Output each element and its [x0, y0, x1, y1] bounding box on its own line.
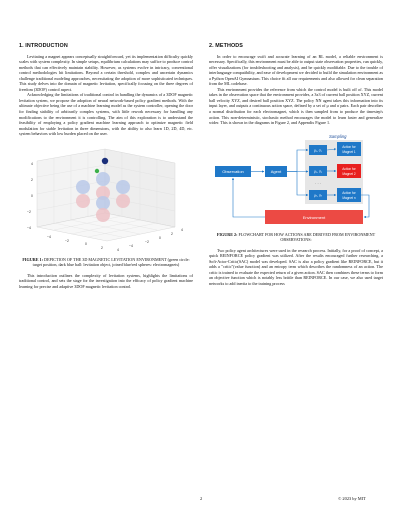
- intro-paragraph-2: Acknowledging the limitations of traditional control in handling the dynamics of a 3DOF magnetic levitation system, we propose the adoption of neural network-based policy gradient methods. With the ultimate objective being the use of a machine learning model as the system controller, opening the door for finding stability of arbitrarily complex systems, with little rework necessary for handling any modifications to the environment it is controlling. The aim of this exploration is to understand the feasibility of employing a policy gradient machine learning approach to optimize magnetic field modulation for stable levitation in three dimensions, with the ability to also learn 1D, 2D, 4D, etc. system behaviors with low burden placed on the user.: [19, 92, 193, 137]
- y-tick: 4: [181, 227, 183, 232]
- action-magnet-2-line2: Magnet 2: [342, 171, 356, 176]
- electromagnet-blue-sphere: [116, 180, 130, 194]
- x-tick: 4: [117, 247, 119, 252]
- right-column: [209, 44, 383, 287]
- z-tick: 2: [31, 177, 33, 182]
- x-tick: 0: [85, 241, 87, 246]
- y-tick: 0: [159, 235, 161, 240]
- left-column: [19, 44, 193, 289]
- figure-2-caption-text: FLOWCHART FOR HOW ACTIONS ARE DERIVED FROM ENVIRONMENT OBSERVATIONS:: [238, 231, 376, 243]
- action-magnet-1-line2: Magnet 1: [342, 149, 356, 154]
- electromagnet-red-sphere: [96, 208, 110, 222]
- z-tick: −4: [27, 225, 31, 230]
- figure-2-flowchart: [209, 128, 383, 228]
- x-tick: 2: [101, 245, 103, 250]
- electromagnet-blue-sphere: [96, 196, 110, 210]
- intro-heading: 1. INTRODUCTION: [19, 43, 68, 49]
- y-tick: −4: [129, 243, 133, 248]
- methods-paragraph-1: In order to encourage swift and accurate learning of an RL model, a reliable environment is necessary. Specifically, this environment must be able to output state observation properties, run quickly, offer visualizations (for troubleshooting and analysis), and be quickly modifiable. Due to the trouble of interlanguage compatibility, and ease of development we decided to build the simulation environment as a Python OpenAI Gymnasium. This choice fit all our requirements and also allowed for clean separation from the ML codebase.: [209, 53, 383, 87]
- figure-2-label: FIGURE 2:: [216, 231, 238, 237]
- mu-sigma-2-label: μ₂, σ₂: [313, 169, 323, 174]
- figure-1-caption: [19, 257, 193, 268]
- figure-1-label: FIGURE 1:: [22, 256, 43, 262]
- page-number: 2: [200, 496, 203, 501]
- intro-paragraph-1: Levitating a magnet appears conceptually straightforward, yet its implementation difficulty quickly scales with system complexity. In simple setups, equilibrium calculations may suffice to produce control methods that can effectively maintain stability. However, as systems evolve in intricacy, conventional control methodologies hit limitations. Beyond a certain threshold, complex and uncertain dynamics challenge traditional modeling approaches, necessitating the adoption of more sophisticated techniques. This study delves into the domain of magnetic levitation, specifically focusing on the three degrees of freedom (3DOF) control aspect.: [19, 53, 193, 92]
- action-magnet-n-line1: Action for: [342, 190, 356, 195]
- copyright-notice: © 2023 by MIT: [338, 496, 366, 501]
- mu-sigma-n-label: μₙ, σₙ: [313, 193, 323, 198]
- methods-paragraph-2: This environment provides the reference from which the control model is built off of. This model takes in the observation space that the environment provides, a 3x3 of current ball position XYZ, current ball velocity XYZ, and desired ball position XYZ. The policy NN agent takes this information into its input layer, and outputs a continuous action space, defined by a set of μ and σ pairs. Each pair describes a normal distribution for each electromagnet, which is then sampled from to produce the timestep's action. This non-deterministic, stochastic method encourages the model to learn faster and generalize wider. This is shown in the diagrams in Figure 2, and Appendix Figure 1.: [209, 86, 383, 126]
- sampling-label: Sampling: [329, 133, 347, 139]
- y-tick: −2: [145, 239, 149, 244]
- z-tick: 4: [31, 161, 33, 166]
- action-magnet-n-line2: Magnet n: [342, 195, 356, 200]
- electromagnet-red-sphere: [116, 194, 130, 208]
- agent-label: Agent: [270, 168, 282, 174]
- electromagnet-blue-sphere: [96, 172, 110, 186]
- intro-paragraph-3: This introduction outlines the complexity of levitation systems, highlights the limitations of traditional control, and sets the stage for the investigation into the efficacy of policy gradient machine learning for precise and adaptive 3DOF magnetic levitation control.: [19, 272, 193, 289]
- methods-paragraph-3: Two policy agent architectures were used in the research process. Initially, for a proof of concept, a quick REINFORCE policy gradient was utilized. After the results encouraged further researching, a Soft-Actor-Critic(SAC) model was developed. SAC is also a policy gradient like REINFORCE, but it adds a "critic"(value function) and an entropy term which describes the randomness of an action. The critic is trained to evaluate the expected return of a given action. SAC then combines these terms to form an objective function which is notably less brittle than REINFORCE. In our case, we also used target networks to add inertia to the training process: [209, 247, 383, 287]
- electromagnet-blue-sphere: [76, 180, 90, 194]
- z-tick: −2: [27, 209, 31, 214]
- x-tick: −2: [65, 238, 69, 243]
- environment-label: Environment: [302, 214, 326, 220]
- target-position-marker: [95, 169, 99, 173]
- z-axis-ticks: [27, 162, 33, 230]
- observation-label: Observation: [222, 168, 244, 174]
- z-tick: 0: [31, 193, 33, 198]
- ellipsis: . . .: [315, 179, 321, 185]
- electromagnet-red-sphere: [76, 194, 90, 208]
- figure-1-caption-text: DEPICTION OF THE 3D MAGNETIC LEVITATION ENVIRONMENT (green circle: target position, dark blue ball: levitation object, joined blue/red spheres: electromagnets): [32, 256, 190, 268]
- y-tick: 2: [171, 231, 173, 236]
- methods-heading: 2. METHODS: [209, 43, 243, 49]
- figure-2-caption: [209, 232, 383, 243]
- figure-1-3d-plot: [19, 143, 193, 253]
- action-magnet-1-line1: Action for: [342, 144, 356, 149]
- x-tick: −4: [47, 234, 51, 239]
- levitation-ball: [102, 158, 108, 164]
- mu-sigma-1-label: μ₁, σ₁: [314, 148, 322, 153]
- action-magnet-2-line1: Action for: [342, 166, 356, 171]
